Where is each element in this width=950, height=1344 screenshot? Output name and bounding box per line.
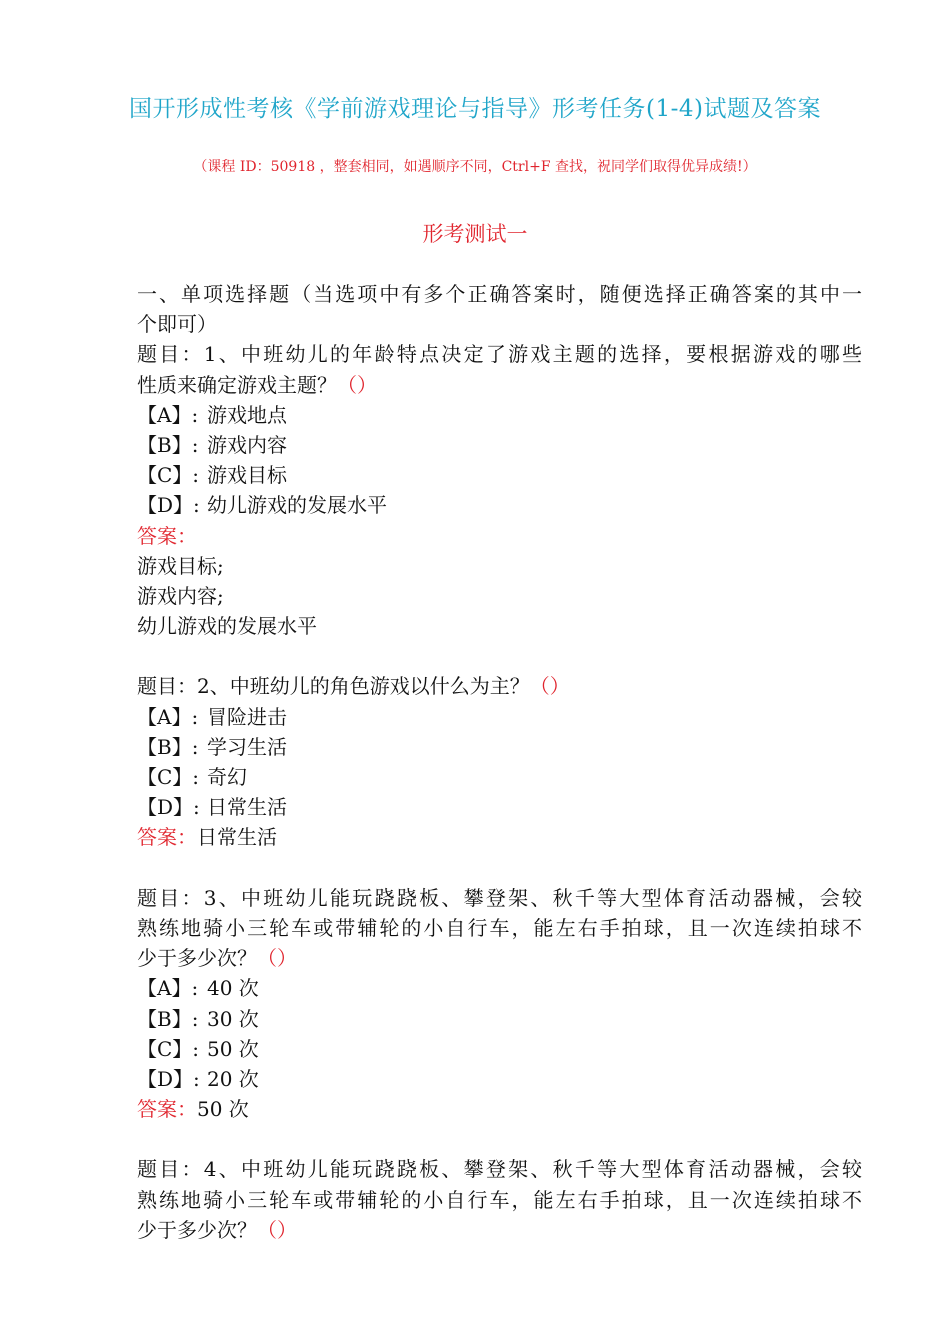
question-stem-text: 少于多少次？ <box>137 1217 257 1242</box>
question-stem: 题目：1、中班幼儿的年龄特点决定了游戏主题的选择，要根据游戏的哪些 <box>137 342 862 367</box>
option-c <box>137 460 862 490</box>
document-title: 国开形成性考核《学前游戏理论与指导》形考任务(1-4)试题及答案 <box>129 96 821 122</box>
option-a <box>137 973 862 1003</box>
option-text: 50 次 <box>207 1036 259 1061</box>
option-a <box>137 702 862 732</box>
spacer <box>137 1124 862 1154</box>
answer-text: 日常生活 <box>197 825 277 850</box>
option-key: 【B】: <box>137 432 199 457</box>
option-text: 冒险进击 <box>207 704 287 729</box>
option-b <box>137 732 862 762</box>
option-key: 【B】: <box>137 734 199 759</box>
option-text: 游戏目标 <box>207 463 287 488</box>
option-key: 【C】: <box>137 463 200 488</box>
question-stem-continued <box>137 943 862 973</box>
option-text: 30 次 <box>207 1006 259 1031</box>
option-d <box>137 1064 862 1094</box>
answer-label: 答案： <box>137 825 197 850</box>
option-c <box>137 1034 862 1064</box>
question-stem-continued: 熟练地骑小三轮车或带辅轮的小自行车，能左右手拍球，且一次连续拍球不 <box>137 1187 862 1212</box>
option-text: 日常生活 <box>207 795 287 820</box>
section-title: 形考测试一 <box>422 222 528 246</box>
option-key: 【A】: <box>137 402 199 427</box>
spacer <box>137 641 862 671</box>
option-b <box>137 1004 862 1034</box>
answer-row <box>137 822 862 852</box>
question-4 <box>137 1154 862 1245</box>
option-text: 40 次 <box>207 976 259 1001</box>
option-d <box>137 792 862 822</box>
part-heading-continued: 个即可） <box>137 312 217 337</box>
question-stem: 题目：3、中班幼儿能玩跷跷板、攀登架、秋千等大型体育活动器械，会较 <box>137 885 862 910</box>
answer-bracket: （） <box>257 946 297 971</box>
option-text: 幼儿游戏的发展水平 <box>207 493 387 518</box>
answer-text: 50 次 <box>197 1097 249 1122</box>
answer-line: 游戏目标; <box>137 553 224 578</box>
option-d <box>137 490 862 520</box>
answer-row <box>137 1094 862 1124</box>
option-key: 【B】: <box>137 1006 199 1031</box>
question-stem: 题目：4、中班幼儿能玩跷跷板、攀登架、秋千等大型体育活动器械，会较 <box>137 1157 862 1182</box>
question-stem-text: 性质来确定游戏主题？ <box>137 372 337 397</box>
option-b <box>137 430 862 460</box>
option-text: 游戏地点 <box>207 402 287 427</box>
option-text: 学习生活 <box>207 734 287 759</box>
question-stem-continued: 熟练地骑小三轮车或带辅轮的小自行车，能左右手拍球，且一次连续拍球不 <box>137 915 862 940</box>
answer-label: 答案： <box>137 523 197 548</box>
option-key: 【A】: <box>137 704 199 729</box>
document-body <box>137 279 862 1245</box>
answer-bracket: （） <box>529 674 570 699</box>
option-c <box>137 762 862 792</box>
answer-bracket: （） <box>337 372 377 397</box>
question-stem-continued <box>137 370 862 400</box>
question-1 <box>137 339 862 641</box>
option-key: 【C】: <box>137 765 200 789</box>
option-key: 【D】: <box>137 1066 200 1091</box>
part-heading: 一、单项选择题（当选项中有多个正确答案时，随便选择正确答案的其中一 <box>137 282 862 306</box>
question-stem-text: 少于多少次？ <box>137 946 257 971</box>
answer-bracket: （） <box>257 1217 297 1242</box>
question-3 <box>137 883 862 1125</box>
answer-label: 答案： <box>137 1097 197 1122</box>
option-text: 奇幻 <box>207 765 247 789</box>
question-stem-text: 题目：2、中班幼儿的角色游戏以什么为主？ <box>137 674 530 699</box>
question-stem <box>137 671 862 701</box>
question-2 <box>137 671 862 852</box>
option-key: 【C】: <box>137 1036 200 1061</box>
option-key: 【A】: <box>137 976 199 1001</box>
answer-line: 幼儿游戏的发展水平 <box>137 614 317 639</box>
option-key: 【D】: <box>137 493 200 518</box>
option-a <box>137 400 862 430</box>
course-note: （课程 ID：50918 ，整套相同，如遇顺序不同，Ctrl+F 查找，祝同学们取得优异成绩!） <box>193 159 757 175</box>
answer-line: 游戏内容; <box>137 583 224 608</box>
option-text: 游戏内容 <box>207 432 287 457</box>
option-key: 【D】: <box>137 795 200 820</box>
spacer <box>137 853 862 883</box>
option-text: 20 次 <box>207 1066 259 1091</box>
question-stem-continued <box>137 1215 862 1245</box>
